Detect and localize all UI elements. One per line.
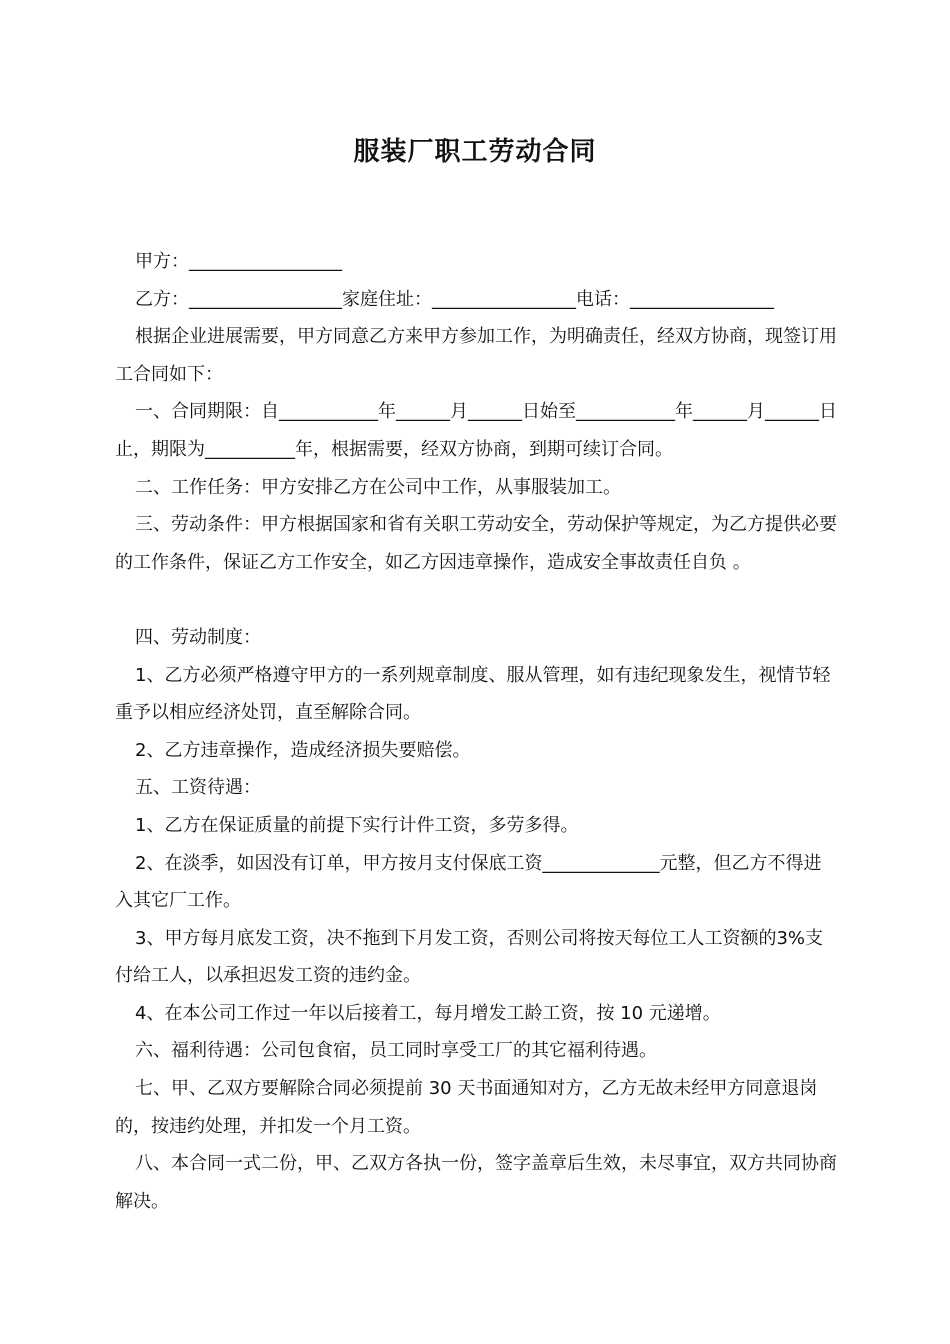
clause-wage-item-3: 3、甲方每月底发工资，决不拖到下月发工资，否则公司将按天每位工人工资额的3%支付给工人，以承担迟发工资的违约金。 bbox=[115, 927, 824, 987]
contract-body bbox=[115, 243, 837, 1220]
clause-welfare: 六、福利待遇：公司包食宿，员工同时享受工厂的其它福利待遇。 bbox=[135, 1040, 657, 1062]
clause-wage-item-1: 1、乙方在保证质量的前提下实行计件工资，多劳多得。 bbox=[135, 814, 579, 836]
clause-copies: 八、本合同一式二份，甲、乙双方各执一份，签字盖章后生效，未尽事宜，双方共同协商解决。 bbox=[115, 1153, 837, 1212]
clause-termination: 七、甲、乙双方要解除合同必须提前 30 天书面通知对方，乙方无故未经甲方同意退岗的，按违约处理，并扣发一个月工资。 bbox=[115, 1078, 818, 1137]
preamble-paragraph: 根据企业进展需要，甲方同意乙方来甲方参加工作，为明确责任，经双方协商，现签订用工合同如下： bbox=[115, 326, 837, 385]
clause-system-item-2: 2、乙方违章操作，造成经济损失要赔偿。 bbox=[135, 739, 471, 761]
clause-conditions: 三、劳动条件：甲方根据国家和省有关职工劳动安全，劳动保护等规定，为乙方提供必要的工作条件，保证乙方工作安全，如乙方因违章操作，造成安全事故责任自负 。 bbox=[115, 514, 837, 573]
clause-wage-item-2: 2、在淡季，如因没有订单，甲方按月支付保底工资_____________元整，但乙方不得进入其它厂工作。 bbox=[115, 852, 822, 912]
clause-system-item-1: 1、乙方必须严格遵守甲方的一系列规章制度、服从管理，如有违纪现象发生，视情节轻重予以相应经济处罚，直至解除合同。 bbox=[115, 664, 831, 724]
clause-wage-item-4: 4、在本公司工作过一年以后接着工，每月增发工龄工资，按 10 元递增。 bbox=[135, 1002, 721, 1024]
clause-task: 二、工作任务：甲方安排乙方在公司中工作，从事服装加工。 bbox=[135, 476, 621, 498]
party-b-line: 乙方：_________________家庭住址：________________电话：________________ bbox=[135, 288, 774, 310]
party-a-line: 甲方：_________________ bbox=[135, 251, 342, 272]
clause-system-heading: 四、劳动制度： bbox=[135, 626, 261, 648]
document-title: 服装厂职工劳动合同 bbox=[353, 137, 597, 167]
clause-wage-heading: 五、工资待遇： bbox=[135, 777, 261, 799]
clause-term: 一、合同期限：自___________年______月______日始至___________年______月______日止，期限为__________年，根据需要，经双方协商，到期可续订合同。 bbox=[115, 401, 837, 460]
